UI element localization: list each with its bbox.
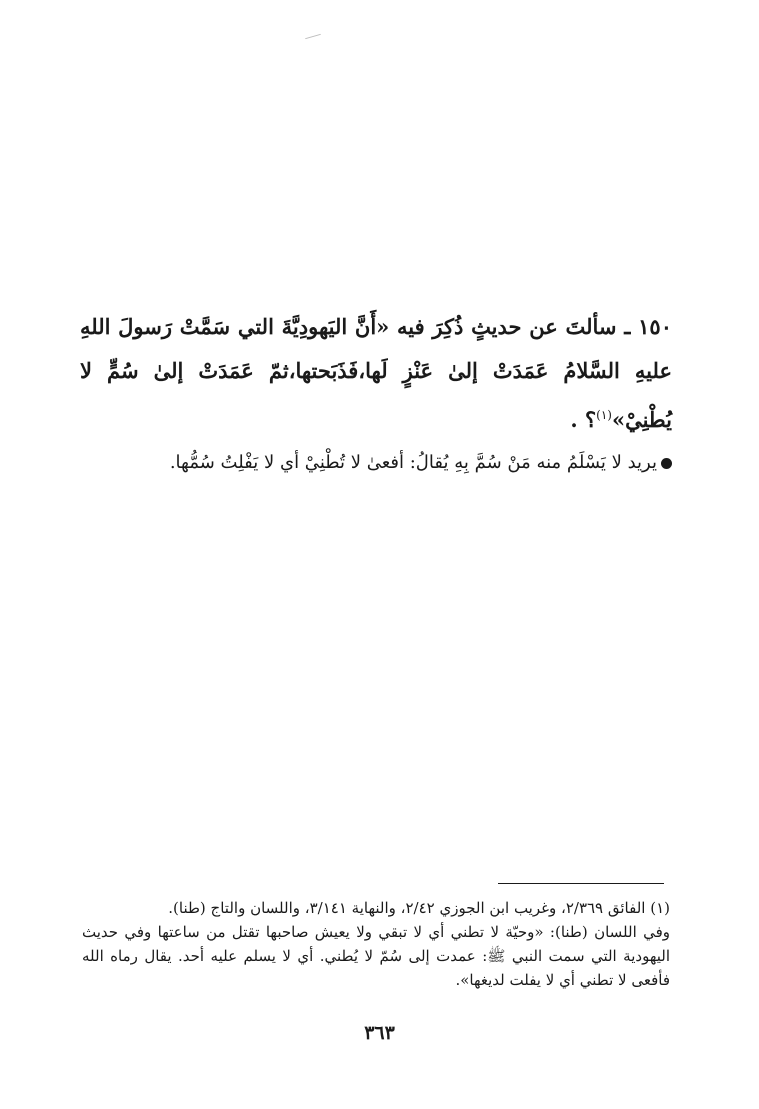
commentary-text: يريد لا يَسْلَمُ منه مَنْ سُمَّ بِهِ يُقالُ: أفعىٰ لا تُطْنِيْ أي لا يَفْلِتُ سُمُّها.	[169, 452, 657, 473]
scan-mark	[305, 34, 321, 39]
footnote-separator	[498, 883, 664, 884]
footnote-line: وفي اللسان (طنا): «وحيّة لا تطني أي لا تبقي ولا يعيش صاحبها تقتل من ساعتها وفي حديث اليهودية التي سمت النبي ﷺ: عمدت إلى سُمّ لا يُطني. أي لا يسلم عليه أحد. يقال رماه الله فأفعى لا تطني أي لا يفلت لديغها».	[82, 923, 670, 989]
footnote-reference[interactable]: (١)	[596, 408, 612, 422]
footnote-block	[82, 896, 670, 992]
commentary-paragraph	[80, 448, 672, 478]
hadith-number: ١٥٠	[638, 314, 672, 339]
hadith-tail: ؟ .	[570, 407, 597, 432]
footnote-line: (١) الفائق ٢/٣٦٩، وغريب ابن الجوزي ٢/٤٢، والنهاية ٣/١٤١، واللسان والتاج (طنا).	[168, 899, 670, 917]
main-text	[80, 305, 672, 478]
page-number: ٣٦٣	[364, 1022, 395, 1044]
hadith-paragraph	[80, 305, 672, 442]
hadith-dash: ـ	[624, 314, 631, 339]
bullet-icon	[661, 458, 672, 469]
hadith-text: سألتَ عن حديثٍ ذُكِرَ فيه «أَنَّ اليَهودِيَّةَ التي سَمَّتْ رَسولَ اللهِ عليهِ السَّلامُ عَمَدَتْ إلىٰ عَنْزٍ لَها،فَذَبَحتها،ثمّ عَمَدَتْ إلىٰ سُمٍّ لا يُطْنِيْ»	[80, 314, 672, 432]
